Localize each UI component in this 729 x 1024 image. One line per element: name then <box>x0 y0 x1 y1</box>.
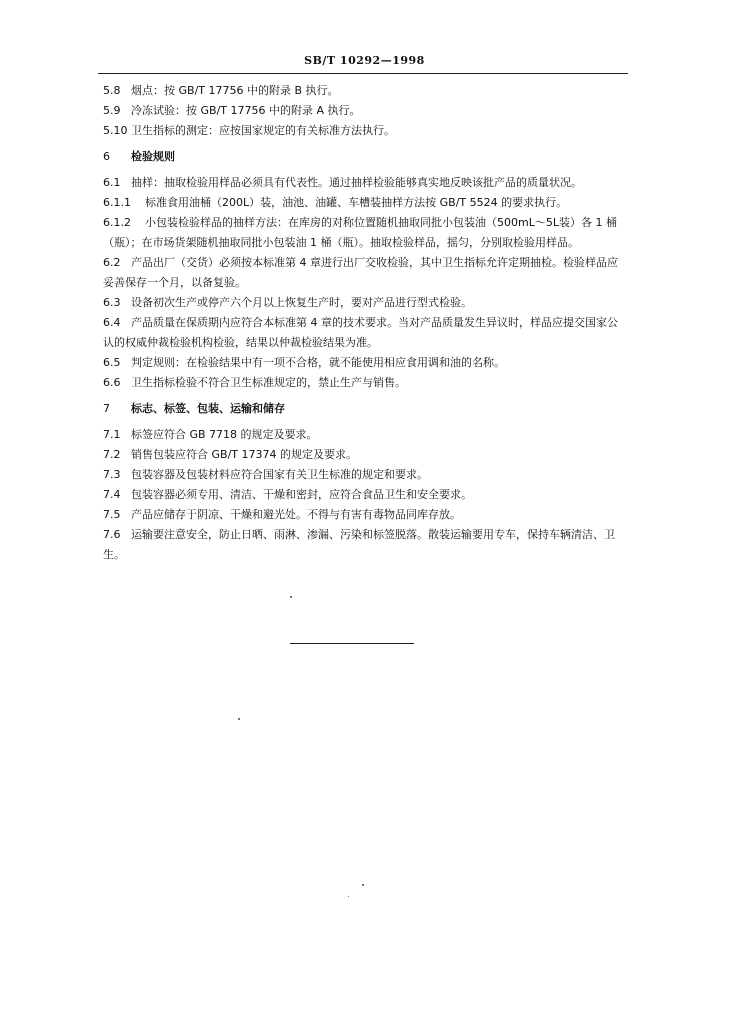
clause-text: 产品应储存于阴凉、干燥和避光处。不得与有害有毒物品同库存放。 <box>131 508 461 521</box>
clause-number: 5.8 <box>103 84 121 97</box>
clause-5-9 <box>103 101 623 121</box>
clause-6-2 <box>103 253 623 293</box>
clause-text: 烟点：按 GB/T 17756 中的附录 B 执行。 <box>131 84 339 97</box>
clause-number: 7.3 <box>103 468 121 481</box>
clause-number: 7.2 <box>103 448 121 461</box>
clause-number: 7.5 <box>103 508 121 521</box>
clause-text: 设备初次生产或停产六个月以上恢复生产时，要对产品进行型式检验。 <box>131 296 472 309</box>
section-number: 6 <box>103 150 110 163</box>
page-header-standard-code: SB/T 10292—1998 <box>304 54 425 67</box>
clause-text: 包装容器及包装材料应符合国家有关卫生标准的规定和要求。 <box>131 468 428 481</box>
clause-7-6 <box>103 525 623 565</box>
clause-text: 销售包装应符合 GB/T 17374 的规定及要求。 <box>131 448 357 461</box>
clause-number: 6.1.1 <box>103 196 131 209</box>
clause-text: 运输要注意安全，防止日晒、雨淋、渗漏、污染和标签脱落。散装运输要用专车，保持车辆清洁、卫生。 <box>103 528 615 561</box>
clause-6-6 <box>103 373 623 393</box>
clause-text: 标签应符合 GB 7718 的规定及要求。 <box>131 428 318 441</box>
clause-text: 卫生指标的测定：应按国家规定的有关标准方法执行。 <box>131 124 395 137</box>
section-title: 标志、标签、包装、运输和储存 <box>131 402 285 415</box>
clause-text: 冷冻试验：按 GB/T 17756 中的附录 A 执行。 <box>131 104 361 117</box>
clause-number: 7.6 <box>103 528 121 541</box>
clause-7-4 <box>103 485 623 505</box>
section-number: 7 <box>103 402 110 415</box>
clause-6-1-2 <box>103 213 623 253</box>
clause-number: 6.2 <box>103 256 121 269</box>
end-of-document-rule <box>290 643 414 644</box>
scan-speck <box>290 596 292 598</box>
clause-text: 小包装检验样品的抽样方法：在库房的对称位置随机抽取同批小包装油（500mL～5L装）各 1 桶（瓶）；在市场货架随机抽取同批小包装油 1 桶（瓶）。抽取检验样品，摇匀，分别取检验用样品。 <box>103 216 617 249</box>
scan-speck <box>238 718 240 720</box>
clause-5-10 <box>103 121 623 141</box>
clause-text: 抽样：抽取检验用样品必须具有代表性。通过抽样检验能够真实地反映该批产品的质量状况。 <box>131 176 582 189</box>
clause-number: 6.1 <box>103 176 121 189</box>
section-heading-6 <box>103 147 623 167</box>
clause-text: 卫生指标检验不符合卫生标准规定的，禁止生产与销售。 <box>131 376 406 389</box>
clause-number: 7.4 <box>103 488 121 501</box>
clause-5-8 <box>103 81 623 101</box>
clause-number: 6.5 <box>103 356 121 369</box>
clause-number: 6.3 <box>103 296 121 309</box>
document-body <box>103 81 623 565</box>
clause-number: 6.6 <box>103 376 121 389</box>
clause-number: 7.1 <box>103 428 121 441</box>
header-rule <box>98 73 628 74</box>
clause-7-2 <box>103 445 623 465</box>
scan-speck <box>348 896 349 897</box>
clause-number: 6.4 <box>103 316 121 329</box>
clause-7-1 <box>103 425 623 445</box>
clause-number: 5.9 <box>103 104 121 117</box>
clause-7-3 <box>103 465 623 485</box>
clause-6-3 <box>103 293 623 313</box>
clause-6-5 <box>103 353 623 373</box>
clause-text: 包装容器必须专用、清洁、干燥和密封，应符合食品卫生和安全要求。 <box>131 488 472 501</box>
clause-6-4 <box>103 313 623 353</box>
clause-6-1-1 <box>103 193 623 213</box>
clause-text: 判定规则：在检验结果中有一项不合格，就不能使用相应食用调和油的名称。 <box>131 356 505 369</box>
section-heading-7 <box>103 399 623 419</box>
clause-text: 产品质量在保质期内应符合本标准第 4 章的技术要求。当对产品质量发生异议时，样品应提交国家公认的权威仲裁检验机构检验，结果以仲裁检验结果为准。 <box>103 316 618 349</box>
clause-6-1 <box>103 173 623 193</box>
clause-7-5 <box>103 505 623 525</box>
clause-text: 产品出厂（交货）必须按本标准第 4 章进行出厂交收检验，其中卫生指标允许定期抽检。检验样品应妥善保存一个月，以备复验。 <box>103 256 618 289</box>
clause-text: 标准食用油桶（200L）装，油池、油罐、车槽装抽样方法按 GB/T 5524 的要求执行。 <box>145 196 568 209</box>
section-title: 检验规则 <box>131 150 175 163</box>
clause-number: 5.10 <box>103 124 128 137</box>
clause-number: 6.1.2 <box>103 216 131 229</box>
scan-speck <box>362 884 364 886</box>
